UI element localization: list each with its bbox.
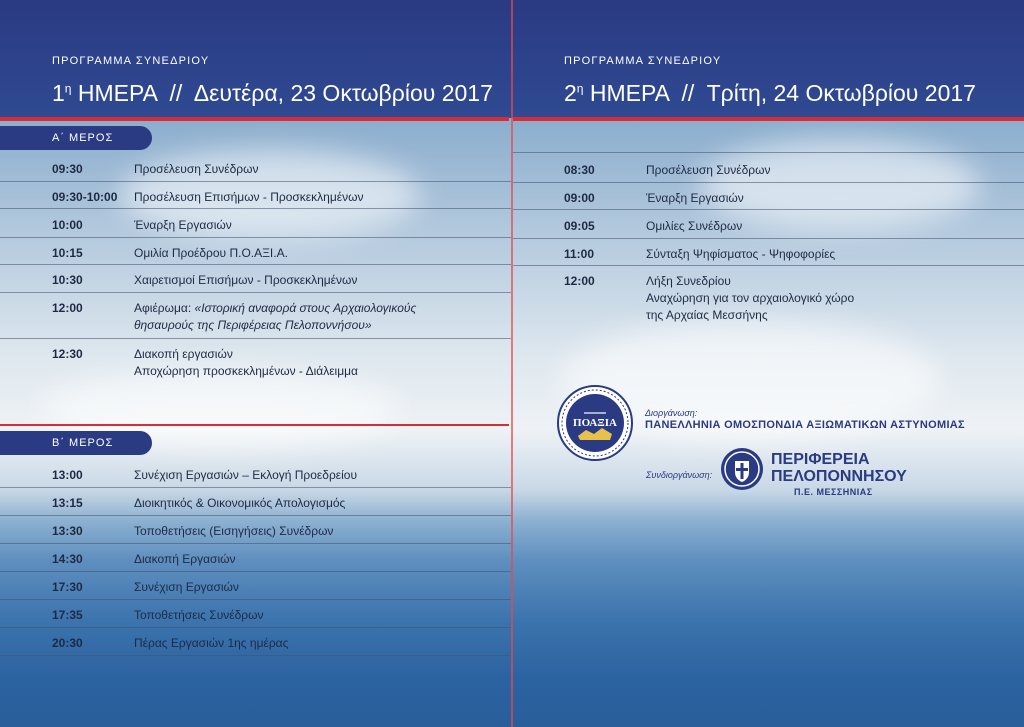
table-row: [0, 516, 511, 544]
table-row: [513, 210, 1024, 239]
event-cell: Πέρας Εργασιών 1ης ημέρας: [134, 636, 289, 650]
event-cell: Προσέλευση Συνέδρων: [134, 162, 259, 176]
event-cell: Τοποθετήσεις Συνέδρων: [134, 608, 264, 622]
time-cell: 09:05: [564, 219, 595, 233]
left-subtitle: ΠΡΟΓΡΑΜΜΑ ΣΥΝΕΔΡΙΟΥ: [52, 55, 210, 67]
section-a-label: Α΄ ΜΕΡΟΣ: [0, 126, 152, 150]
event-cell: Συνέχιση Εργασιών – Εκλογή Προεδρείου: [134, 468, 358, 482]
time-cell: 10:00: [52, 218, 83, 232]
section-b-label: Β΄ ΜΕΡΟΣ: [0, 431, 152, 455]
poaxia-logo-icon: [556, 384, 634, 462]
time-cell: 20:30: [52, 636, 83, 650]
time-cell: 10:30: [52, 273, 83, 287]
table-row: [0, 488, 511, 516]
table-row: [0, 265, 511, 293]
event-cell: Χαιρετισμοί Επισήμων - Προσκεκλημένων: [134, 273, 358, 287]
event-cell: Διοικητικός & Οικονομικός Απολογισμός: [134, 496, 346, 510]
table-row: [513, 239, 1024, 266]
table-row: [0, 209, 511, 238]
schedule-day1-part-b: [0, 458, 511, 656]
time-cell: 08:30: [564, 163, 595, 177]
table-row: [0, 628, 511, 656]
time-cell: 17:35: [52, 608, 83, 622]
table-row: [513, 153, 1024, 183]
right-subtitle: ΠΡΟΓΡΑΜΜΑ ΣΥΝΕΔΡΙΟΥ: [564, 55, 722, 67]
coorganizer-label: Συνδιοργάνωση:: [646, 470, 713, 480]
event-cell: Έναρξη Εργασιών: [646, 191, 744, 205]
time-cell: 09:00: [564, 191, 595, 205]
greek-emblem-icon: [720, 447, 764, 491]
logo-text: ΠΟΑΞΙΑ: [573, 417, 617, 429]
table-row: [0, 238, 511, 265]
event-cell: Διακοπή Εργασιών: [134, 552, 236, 566]
time-cell: 17:30: [52, 580, 83, 594]
table-row: [513, 266, 1024, 326]
time-cell: 14:30: [52, 552, 83, 566]
organizer-name: ΠΑΝΕΛΛΗΝΙΑ ΟΜΟΣΠΟΝΔΙΑ ΑΞΙΩΜΑΤΙΚΩΝ ΑΣΤΥΝΟΜΙΑΣ: [645, 419, 965, 431]
table-row: [0, 544, 511, 572]
header-red-line-right: [513, 117, 1024, 121]
event-cell: Συνέχιση Εργασιών: [134, 580, 239, 594]
time-cell: 12:30: [52, 347, 83, 361]
table-row: [0, 293, 511, 339]
event-cell: Διακοπή εργασιών Αποχώρηση προσκεκλημένων - Διάλειμμα: [134, 347, 358, 378]
right-day-title: $2^\eta$ ΗΜΕΡΑ // Τρίτη, 24 Οκτωβρίου 2017: [564, 80, 976, 106]
region-subunit: Π.Ε. ΜΕΣΣΗΝΙΑΣ: [794, 487, 873, 497]
section-red-line: [0, 424, 509, 426]
table-row: [0, 182, 511, 209]
event-cell: Λήξη Συνεδρίου Αναχώρηση για τον αρχαιολογικό χώρο της Αρχαίας Μεσσήνης: [646, 274, 855, 322]
time-cell: 11:00: [564, 247, 595, 261]
event-cell: Έναρξη Εργασιών: [134, 218, 232, 232]
time-cell: 09:30-10:00: [52, 190, 118, 204]
time-cell: 13:30: [52, 524, 83, 538]
event-cell: Ομιλίες Συνέδρων: [646, 219, 743, 233]
event-cell: Σύνταξη Ψηφίσματος - Ψηφοφορίες: [646, 247, 836, 261]
table-row: [0, 458, 511, 488]
time-cell: 13:15: [52, 496, 83, 510]
header-red-line-left: [0, 117, 509, 121]
time-cell: 12:00: [564, 274, 595, 288]
table-row: [0, 339, 511, 385]
event-cell: Αφιέρωμα: «Ιστορική αναφορά στους Αρχαιολογικούς θησαυρούς της Περιφέρειας Πελοποννήσου»: [134, 301, 417, 332]
time-cell: 10:15: [52, 246, 83, 260]
table-row: [0, 600, 511, 628]
schedule-day1-part-a: [0, 152, 511, 385]
event-cell: Ομιλία Προέδρου Π.Ο.ΑΞΙ.Α.: [134, 246, 288, 260]
page-fold-divider: [511, 0, 513, 727]
table-row: [513, 183, 1024, 210]
event-cell: Τοποθετήσεις (Εισηγήσεις) Συνέδρων: [134, 524, 334, 538]
region-name-line1: ΠΕΡΙΦΕΡΕΙΑ: [771, 451, 870, 468]
time-cell: 12:00: [52, 301, 83, 315]
time-cell: 13:00: [52, 468, 83, 482]
event-cell: Προσέλευση Συνέδρων: [646, 163, 771, 177]
region-name-line2: ΠΕΛΟΠΟΝΝΗΣΟΥ: [771, 468, 907, 485]
table-row: [0, 572, 511, 600]
left-day-title: $1^\eta$ ΗΜΕΡΑ // Δευτέρα, 23 Οκτωβρίου 2017: [52, 80, 493, 106]
organizer-label: Διοργάνωση:: [645, 408, 698, 418]
event-cell: Προσέλευση Επισήμων - Προσκεκλημένων: [134, 190, 364, 204]
time-cell: 09:30: [52, 162, 83, 176]
table-row: [0, 152, 511, 182]
schedule-day2: [513, 152, 1024, 326]
